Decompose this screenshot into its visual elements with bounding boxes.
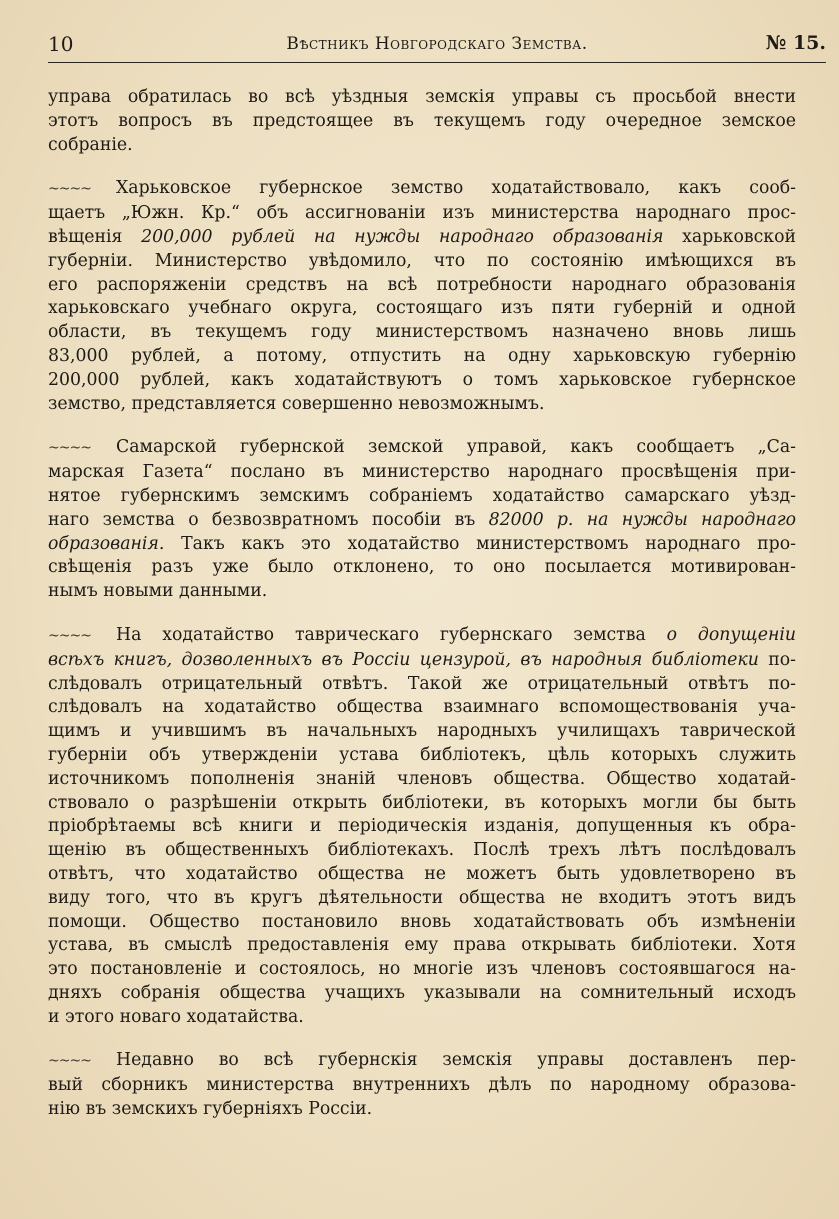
- text-run: 83,000 рублей, а потому, отпустить на одну харьковскую губернію: [48, 345, 796, 366]
- text-run: Самарской губернской земской управой, какъ сообщаетъ „Са-: [116, 437, 796, 458]
- text-run: нятое губернскимъ земскимъ собраніемъ ходатайство самарскаго уѣзд-: [48, 485, 796, 506]
- text-run: На ходатайство таврическаго губернскаго земства: [116, 624, 667, 645]
- text-line: [48, 250, 796, 274]
- text-line: [48, 911, 796, 935]
- paragraph: [48, 436, 796, 604]
- paragraph: [48, 624, 796, 1030]
- paragraph-dash-mark: ~~~~: [48, 1053, 91, 1070]
- text-run: щимъ и учившимъ въ начальныхъ народныхъ училищахъ таврической: [48, 721, 796, 742]
- text-run: 200,000 рублей, какъ ходатайствуютъ о томъ харьковское губернское: [48, 369, 796, 390]
- text-run: по-: [758, 649, 796, 670]
- italic-text: всѣхъ книгъ, дозволенныхъ въ Россіи цензурой, въ народныя библіотеки: [48, 649, 759, 670]
- text-line: [48, 744, 796, 768]
- text-run: вѣщенія: [48, 226, 142, 247]
- text-run: свѣщенія разъ уже было отклонено, то оно посылается мотивирован-: [48, 557, 796, 578]
- page-header: [48, 30, 826, 60]
- paragraph: [48, 86, 796, 157]
- text-run: источникомъ пополненія знаній членовъ общества. Общество ходатай-: [48, 768, 796, 789]
- text-run: пріобрѣтаемы всѣ книги и періодическія изданія, допущенныя къ обра-: [48, 816, 796, 837]
- text-run: этотъ вопросъ въ предстоящее въ текущемъ году очередное земское: [48, 110, 796, 131]
- paragraph-dash-mark: ~~~~: [48, 181, 91, 198]
- text-line: [48, 509, 796, 533]
- text-line: [48, 768, 796, 792]
- paragraph: [48, 1049, 796, 1121]
- text-run: собраніе.: [48, 134, 133, 155]
- text-line: [48, 1074, 796, 1098]
- text-run: помощи. Общество постановило вновь ходатайствовать объ измѣненіи: [48, 911, 796, 932]
- text-run: наго земства о безвозвратномъ пособіи въ: [48, 509, 489, 530]
- text-line: [48, 982, 796, 1006]
- text-line: [48, 436, 796, 461]
- text-run: харьковскаго учебнаго округа, состоящаго изъ пяти губерній и одной: [48, 298, 796, 319]
- text-run: нію въ земскихъ губерніяхъ Россіи.: [48, 1099, 373, 1120]
- paragraph-dash-mark: ~~~~: [48, 440, 91, 457]
- text-line: [48, 345, 796, 369]
- text-line: [48, 934, 796, 958]
- text-line: [48, 887, 796, 911]
- text-line: [48, 297, 796, 321]
- text-line: [48, 110, 796, 134]
- text-line: [48, 839, 796, 863]
- italic-text: 200,000 рублей на нужды народнаго образованія: [141, 226, 664, 247]
- text-run: марская Газета“ послано въ министерство народнаго просвѣщенія при-: [48, 462, 796, 483]
- text-line: [48, 274, 796, 298]
- text-run: губерніи объ утвержденіи устава библіотекъ, цѣль которыхъ служить: [48, 744, 796, 765]
- text-run: губерніи. Министерство увѣдомило, что по состоянію имѣющихся въ: [48, 250, 796, 271]
- text-run: Харьковское губернское земство ходатайствовало, какъ сооб-: [116, 178, 796, 199]
- italic-text: образованія.: [48, 533, 165, 554]
- text-run: области, въ текущемъ году министерствомъ назначено вновь лишь: [48, 322, 796, 343]
- italic-text: 82000 р. на нужды народнаго: [488, 509, 796, 530]
- text-run: его распоряженіи средствъ на всѣ потребности народнаго образованія: [48, 274, 796, 295]
- text-line: [48, 485, 796, 509]
- issue-number: № 15.: [765, 32, 826, 54]
- text-run: слѣдовалъ на ходатайство общества взаимнаго вспомоществованія уча-: [48, 697, 796, 718]
- text-line: [48, 533, 796, 557]
- text-run: Такъ какъ это ходатайство министерствомъ народнаго про-: [164, 533, 796, 554]
- text-line: [48, 461, 796, 485]
- page-number: 10: [48, 32, 74, 56]
- text-line: [48, 177, 796, 202]
- text-run: земство, представляется совершенно невозможнымъ.: [48, 393, 545, 414]
- text-run: вый сборникъ министерства внутреннихъ дѣлъ по народному образова-: [48, 1075, 796, 1096]
- text-line: [48, 1049, 796, 1074]
- text-run: дняхъ собранія общества учащихъ указывали на сомнительный исходъ: [48, 982, 796, 1003]
- text-line: [48, 958, 796, 982]
- paragraph-dash-mark: ~~~~: [48, 627, 91, 644]
- text-run: это постановленіе и состоялось, но многіе изъ членовъ состоявшагося на-: [48, 959, 796, 980]
- text-run: Недавно во всѣ губернскія земскія управы доставленъ пер-: [116, 1050, 796, 1071]
- text-run: отвѣтъ, что ходатайство общества не можетъ быть удовлетворено въ: [48, 863, 796, 884]
- text-run: ствовало о разрѣшеніи открыть библіотеки, въ которыхъ могли бы быть: [48, 792, 796, 813]
- text-line: [48, 321, 796, 345]
- text-line: [48, 369, 796, 393]
- text-line: [48, 649, 796, 673]
- text-line: [48, 226, 796, 250]
- text-line: [48, 792, 796, 816]
- text-line: [48, 393, 796, 417]
- text-line: [48, 202, 796, 226]
- text-run: щенію въ общественныхъ библіотекахъ. Послѣ трехъ лѣтъ послѣдовалъ: [48, 840, 796, 861]
- text-line: [48, 815, 796, 839]
- header-rule: [48, 62, 826, 63]
- text-line: [48, 673, 796, 697]
- text-line: [48, 863, 796, 887]
- text-line: [48, 580, 796, 604]
- text-run: нымъ новыми данными.: [48, 581, 268, 602]
- text-run: и этого новаго ходатайства.: [48, 1006, 304, 1027]
- text-line: [48, 1098, 796, 1122]
- text-run: виду того, что въ кругъ дѣятельности общества не входитъ этотъ видъ: [48, 887, 796, 908]
- paragraph: [48, 177, 796, 416]
- text-run: щаетъ „Южн. Кр.“ объ ассигнованіи изъ министерства народнаго прос-: [48, 203, 796, 224]
- italic-text: о допущеніи: [666, 624, 796, 645]
- text-line: [48, 86, 796, 110]
- text-line: [48, 720, 796, 744]
- article-body: [48, 86, 796, 1142]
- text-line: [48, 134, 796, 158]
- text-line: [48, 1006, 796, 1030]
- text-line: [48, 556, 796, 580]
- text-run: харьковской: [663, 226, 796, 247]
- text-line: [48, 624, 796, 649]
- text-line: [48, 696, 796, 720]
- text-run: слѣдовалъ отрицательный отвѣтъ. Такой же отрицательный отвѣтъ по-: [48, 673, 796, 694]
- journal-title: Вѣстникъ Новгородскаго Земства.: [286, 34, 588, 54]
- text-run: управа обратилась во всѣ уѣздныя земскія управы съ просьбой внести: [48, 87, 796, 107]
- text-run: устава, въ смыслѣ предоставленія ему права открывать библіотеки. Хотя: [48, 935, 796, 956]
